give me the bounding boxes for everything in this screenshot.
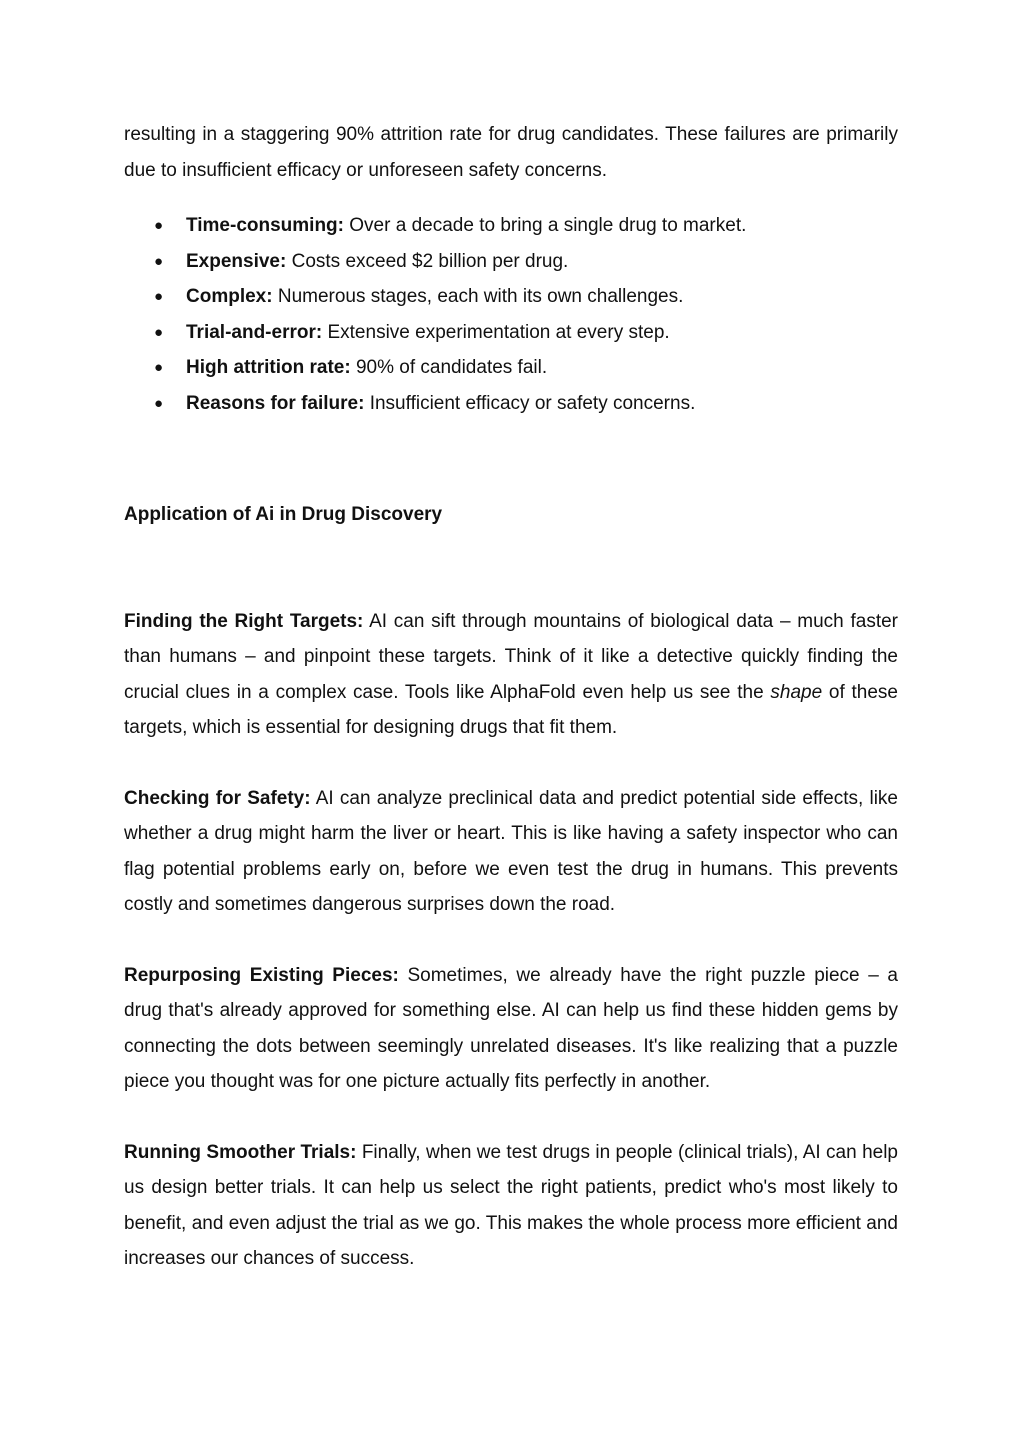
bullet-icon: ●: [154, 288, 164, 305]
bullet-icon: ●: [154, 252, 164, 270]
list-item: [124, 279, 898, 315]
bullet-icon: ●: [154, 323, 164, 341]
list-item-text: 90% of candidates fail.: [350, 357, 548, 378]
list-item-label: High attrition rate:: [186, 357, 351, 378]
list-item-label: Complex:: [186, 286, 273, 307]
section-heading: Application of Ai in Drug Discovery: [124, 504, 443, 525]
list-item: [124, 386, 898, 422]
document-page: [124, 117, 898, 1277]
list-item-text: Insufficient efficacy or safety concerns.: [364, 392, 696, 414]
bullet-icon: ●: [154, 394, 164, 412]
list-item-label: Expensive:: [186, 250, 287, 272]
list-item: [124, 315, 898, 351]
bullet-icon: ●: [154, 359, 164, 376]
list-item-label: Reasons for failure:: [186, 392, 365, 414]
list-item: [124, 208, 898, 244]
paragraph-finding-targets: [124, 604, 898, 746]
list-item-text: Costs exceed $2 billion per drug.: [286, 250, 569, 272]
paragraph-label: Running Smoother Trials:: [124, 1141, 357, 1163]
list-item-text: Extensive experimentation at every step.: [322, 321, 670, 343]
intro-paragraph: resulting in a staggering 90% attrition rate for drug candidates. These failures are primarily due to insufficient efficacy or unforeseen safety concerns.: [124, 124, 898, 181]
list-item-text: Numerous stages, each with its own challenges.: [272, 286, 684, 307]
list-item: [124, 244, 898, 280]
paragraph-repurposing: [124, 958, 898, 1100]
paragraph-text: AI can analyze preclinical data and predict potential side effects, like whether a drug might harm the liver or heart. This is like having a safety inspector who can flag potential problems early on, before we even test the drug in humans. This prevents costly and sometimes dangerous surprises down the road.: [124, 787, 899, 915]
list-item: [124, 350, 898, 386]
bullet-icon: ●: [154, 217, 164, 234]
list-item-label: Time-consuming:: [186, 215, 344, 236]
paragraph-text: Finally, when we test drugs in people (clinical trials), AI can help us design better trials. It can help us select the right patients, predict who's most likely to benefit, and even adjust the trial as we go. This makes the whole process more efficient and increases our chances of success.: [124, 1141, 898, 1269]
challenges-list: [124, 208, 898, 421]
list-item-text: Over a decade to bring a single drug to market.: [344, 215, 747, 236]
paragraph-label: Checking for Safety:: [124, 787, 311, 809]
paragraph-checking-safety: [124, 781, 898, 923]
emphasis-text: shape: [770, 681, 823, 703]
paragraph-label: Finding the Right Targets:: [124, 610, 364, 632]
list-item-label: Trial-and-error:: [186, 321, 323, 343]
paragraph-text: AI can sift through mountains of biological data – much faster than humans – and pinpoint these targets. Think of it like a detective quickly finding the crucial clues in a complex case. Tools like AlphaFold even help us see the: [124, 610, 898, 703]
paragraph-text: of these targets, which is essential for designing drugs that fit them.: [124, 681, 898, 738]
paragraph-label: Repurposing Existing Pieces:: [124, 964, 399, 986]
paragraph-text: Sometimes, we already have the right puzzle piece – a drug that's already approved for something else. AI can help us find these hidden gems by connecting the dots between seemingly unrelated diseases. It's like realizing that a puzzle piece you thought was for one picture actually fits perfectly in another.: [124, 964, 898, 1092]
paragraph-smoother-trials: [124, 1135, 898, 1277]
